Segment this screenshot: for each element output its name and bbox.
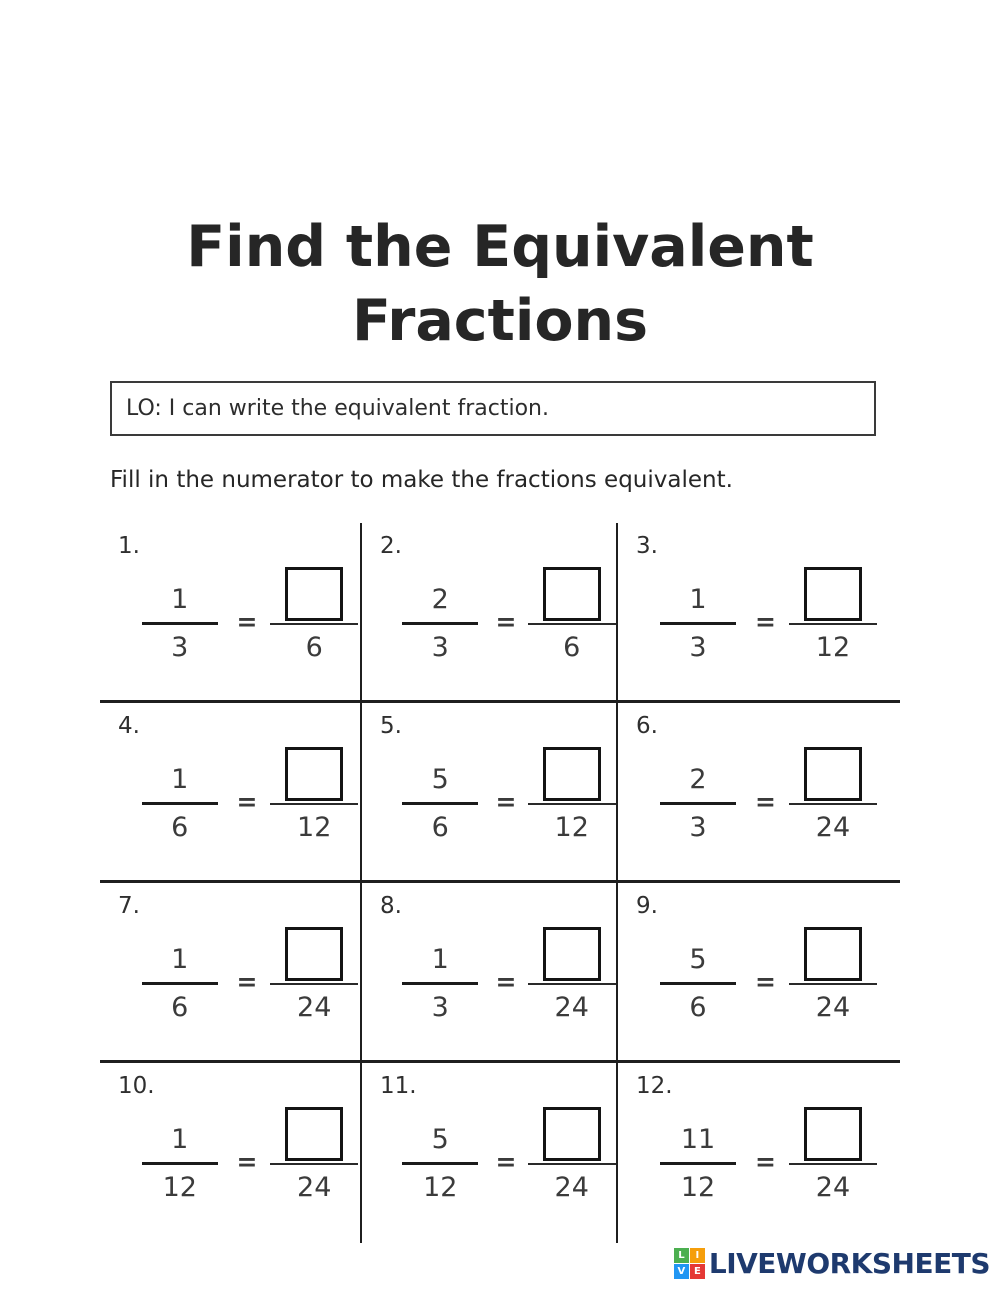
fraction-bar <box>528 1163 616 1165</box>
numerator: 1 <box>431 943 449 975</box>
fraction-bar <box>402 1162 478 1165</box>
equals-sign: = <box>236 1146 258 1176</box>
answer-input[interactable] <box>804 927 862 981</box>
equation <box>652 1107 900 1203</box>
given-fraction <box>652 1124 744 1203</box>
fraction-bar <box>789 623 877 625</box>
fraction-bar <box>142 622 218 625</box>
answer-denominator: 24 <box>554 1171 589 1203</box>
fraction-bar <box>270 803 358 805</box>
given-fraction <box>396 764 485 843</box>
given-fraction <box>396 1124 485 1203</box>
numerator: 1 <box>171 943 189 975</box>
page-title-line1: Find the Equivalent <box>186 214 814 280</box>
given-fraction <box>134 1124 226 1203</box>
answer-denominator: 12 <box>297 811 332 843</box>
answer-fraction <box>268 927 360 1023</box>
problem-cell <box>362 703 618 883</box>
answer-denominator: 24 <box>815 1171 851 1203</box>
fraction-bar <box>402 802 478 805</box>
equals-sign: = <box>236 786 258 816</box>
fraction-bar <box>660 802 736 805</box>
numerator: 2 <box>431 583 449 615</box>
problem-cell <box>362 523 618 703</box>
equation <box>396 927 616 1023</box>
fraction-bar <box>270 1163 358 1165</box>
answer-fraction <box>787 1107 879 1203</box>
given-fraction <box>652 944 744 1023</box>
answer-denominator: 24 <box>554 991 589 1023</box>
page-title-line2: Fractions <box>351 288 649 355</box>
equals-sign: = <box>755 1146 776 1176</box>
problem-cell <box>100 523 362 703</box>
answer-input[interactable] <box>285 927 343 981</box>
logo-square-i: I <box>690 1248 705 1263</box>
answer-input[interactable] <box>543 927 601 981</box>
answer-fraction <box>527 927 616 1023</box>
given-fraction <box>396 584 485 663</box>
answer-denominator: 24 <box>815 991 851 1023</box>
fraction-bar <box>402 622 478 625</box>
answer-input[interactable] <box>804 747 862 801</box>
problem-number: 6. <box>636 713 658 740</box>
answer-fraction <box>527 567 616 663</box>
logo-square-v: V <box>674 1264 689 1279</box>
problem-cell <box>362 1063 618 1243</box>
fraction-bar <box>270 623 358 625</box>
problem-cell <box>100 883 362 1063</box>
answer-denominator: 12 <box>554 811 589 843</box>
problem-cell <box>100 1063 362 1243</box>
problems-grid <box>100 523 900 1243</box>
equation <box>396 567 616 663</box>
answer-input[interactable] <box>543 1107 601 1161</box>
equals-sign: = <box>755 786 776 816</box>
answer-input[interactable] <box>804 1107 862 1161</box>
answer-denominator: 6 <box>305 631 323 663</box>
problem-number: 10. <box>118 1073 155 1100</box>
given-fraction <box>652 764 744 843</box>
learning-objective-text: LO: I can write the equivalent fraction. <box>126 396 549 422</box>
answer-fraction <box>268 747 360 843</box>
answer-input[interactable] <box>804 567 862 621</box>
problem-number: 3. <box>636 533 658 560</box>
given-fraction <box>134 944 226 1023</box>
equation <box>652 927 900 1023</box>
page-title <box>0 0 1000 358</box>
equals-sign: = <box>236 966 258 996</box>
numerator: 11 <box>680 1123 716 1155</box>
fraction-bar <box>660 1162 736 1165</box>
equation <box>652 747 900 843</box>
problem-number: 8. <box>380 893 402 920</box>
answer-input[interactable] <box>285 1107 343 1161</box>
denominator: 3 <box>431 631 449 663</box>
fraction-bar <box>528 623 616 625</box>
fraction-bar <box>528 803 616 805</box>
answer-denominator: 24 <box>297 991 332 1023</box>
numerator: 5 <box>689 943 707 975</box>
denominator: 12 <box>162 1171 197 1203</box>
problem-cell <box>618 523 900 703</box>
problem-cell <box>618 703 900 883</box>
denominator: 3 <box>689 811 707 843</box>
problem-number: 7. <box>118 893 140 920</box>
fraction-bar <box>789 1163 877 1165</box>
answer-fraction <box>787 927 879 1023</box>
given-fraction <box>134 764 226 843</box>
problem-number: 2. <box>380 533 402 560</box>
liveworksheets-brand-text: LIVEWORKSHEETS <box>708 1247 990 1280</box>
equals-sign: = <box>495 1146 517 1176</box>
learning-objective-box <box>110 381 876 436</box>
numerator: 1 <box>171 1123 189 1155</box>
equation <box>134 927 360 1023</box>
fraction-bar <box>142 982 218 985</box>
numerator: 1 <box>171 583 189 615</box>
answer-denominator: 24 <box>297 1171 332 1203</box>
fraction-bar <box>660 622 736 625</box>
equation <box>134 1107 360 1203</box>
denominator: 12 <box>680 1171 716 1203</box>
equals-sign: = <box>755 606 776 636</box>
problem-number: 11. <box>380 1073 417 1100</box>
liveworksheets-logo <box>674 1247 990 1280</box>
equals-sign: = <box>236 606 258 636</box>
logo-square-l: L <box>674 1248 689 1263</box>
answer-fraction <box>268 1107 360 1203</box>
equals-sign: = <box>495 606 517 636</box>
equation <box>134 567 360 663</box>
problem-cell <box>100 703 362 883</box>
problem-number: 5. <box>380 713 402 740</box>
problem-number: 1. <box>118 533 140 560</box>
answer-fraction <box>527 747 616 843</box>
answer-denominator: 24 <box>815 811 851 843</box>
denominator: 3 <box>171 631 189 663</box>
denominator: 6 <box>431 811 449 843</box>
fraction-bar <box>142 1162 218 1165</box>
equals-sign: = <box>495 966 517 996</box>
denominator: 6 <box>171 811 189 843</box>
equals-sign: = <box>495 786 517 816</box>
denominator: 6 <box>171 991 189 1023</box>
given-fraction <box>652 584 744 663</box>
given-fraction <box>396 944 485 1023</box>
instruction-text: Fill in the numerator to make the fractions equivalent. <box>110 467 733 494</box>
equation <box>396 747 616 843</box>
numerator: 5 <box>431 763 449 795</box>
given-fraction <box>134 584 226 663</box>
problem-number: 12. <box>636 1073 673 1100</box>
denominator: 6 <box>689 991 707 1023</box>
fraction-bar <box>402 982 478 985</box>
answer-fraction <box>527 1107 616 1203</box>
liveworksheets-logo-icon <box>674 1248 705 1279</box>
equation <box>396 1107 616 1203</box>
numerator: 5 <box>431 1123 449 1155</box>
fraction-bar <box>789 803 877 805</box>
numerator: 1 <box>171 763 189 795</box>
answer-input[interactable] <box>285 747 343 801</box>
fraction-bar <box>270 983 358 985</box>
answer-fraction <box>787 567 879 663</box>
fraction-bar <box>660 982 736 985</box>
fraction-bar <box>789 983 877 985</box>
problem-cell <box>362 883 618 1063</box>
answer-input[interactable] <box>543 747 601 801</box>
problem-cell <box>618 883 900 1063</box>
equation <box>134 747 360 843</box>
problem-number: 4. <box>118 713 140 740</box>
numerator: 2 <box>689 763 707 795</box>
fraction-bar <box>142 802 218 805</box>
answer-input[interactable] <box>285 567 343 621</box>
answer-input[interactable] <box>543 567 601 621</box>
problem-cell <box>618 1063 900 1243</box>
denominator: 3 <box>689 631 707 663</box>
denominator: 12 <box>423 1171 458 1203</box>
equation <box>652 567 900 663</box>
equals-sign: = <box>755 966 776 996</box>
answer-denominator: 6 <box>563 631 581 663</box>
problem-number: 9. <box>636 893 658 920</box>
fraction-bar <box>528 983 616 985</box>
numerator: 1 <box>689 583 707 615</box>
answer-denominator: 12 <box>815 631 851 663</box>
denominator: 3 <box>431 991 449 1023</box>
answer-fraction <box>787 747 879 843</box>
answer-fraction <box>268 567 360 663</box>
logo-square-e: E <box>690 1264 705 1279</box>
